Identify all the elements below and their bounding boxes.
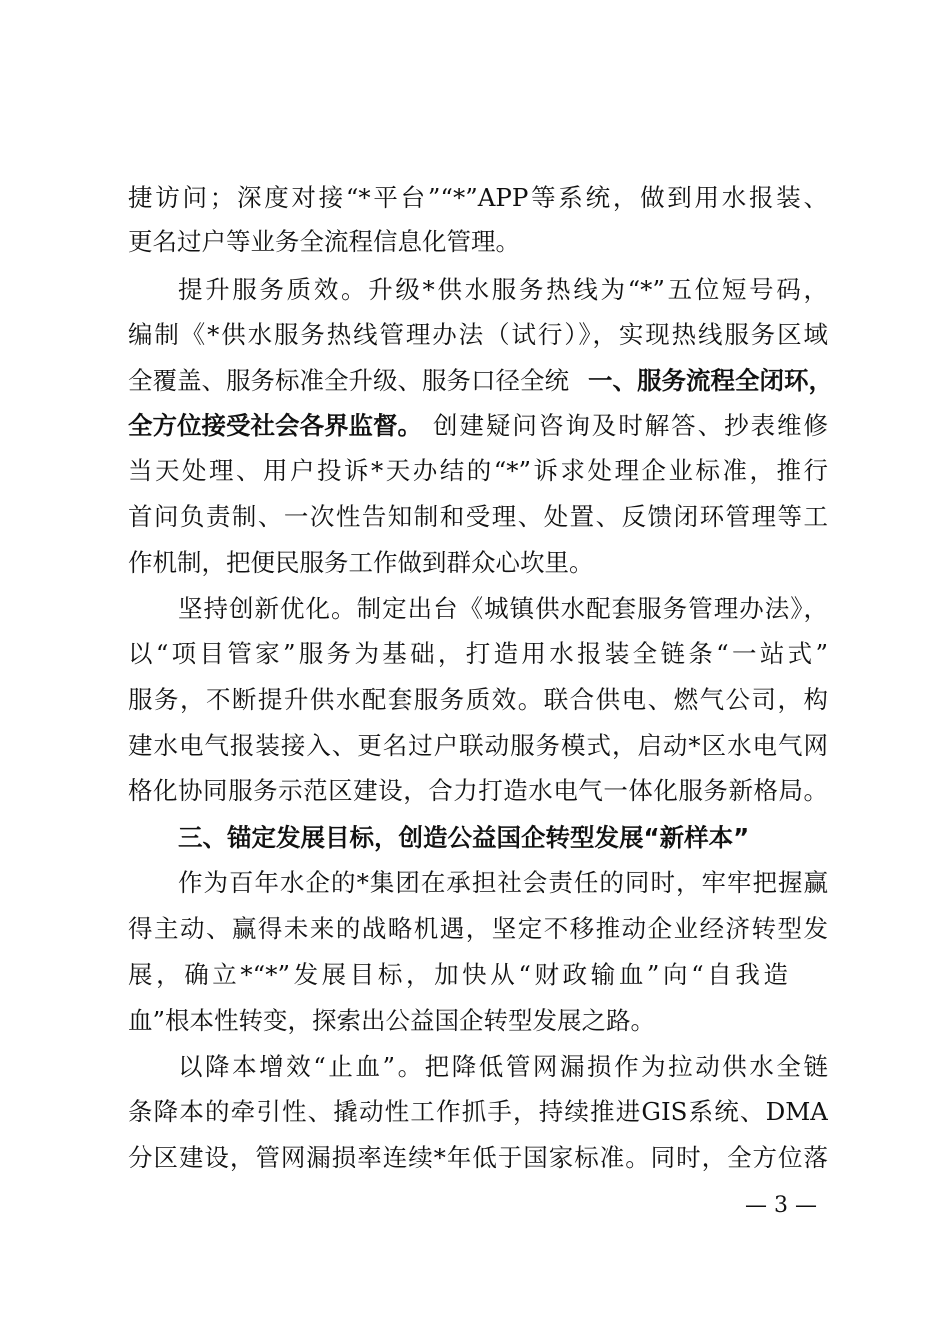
body-line: 创建疑问咨询及时解答、抄表维修 bbox=[433, 411, 828, 440]
page-number: — 3 — bbox=[745, 1193, 817, 1218]
body-line: 全覆盖、服务标准全升级、服务口径全统 bbox=[128, 366, 569, 395]
body-line: 条降本的牵引性、撬动性工作抓手，持续推进GIS系统、DMA bbox=[128, 1097, 828, 1126]
body-line: 展，确立*“*”发展目标，加快从“财政输血”向“自我造 bbox=[128, 960, 788, 989]
body-line: 建水电气报装接入、更名过户联动服务模式，启动*区水电气网 bbox=[128, 731, 828, 760]
body-line: 得主动、赢得未来的战略机遇，坚定不移推动企业经济转型发 bbox=[128, 914, 828, 943]
body-line: 血”根本性转变，探索出公益国企转型发展之路。 bbox=[128, 1006, 656, 1035]
body-line: 坚持创新优化。制定出台《城镇供水配套服务管理办法》， bbox=[178, 594, 828, 623]
bold-emphasis: 一、服务流程全闭环， bbox=[588, 366, 833, 395]
body-line: 更名过户等业务全流程信息化管理。 bbox=[128, 227, 520, 256]
body-line: 作机制，把便民服务工作做到群众心坎里。 bbox=[128, 548, 594, 577]
body-line: 服务，不断提升供水配套服务质效。联合供电、燃气公司，构 bbox=[128, 685, 828, 714]
body-line: 首问负责制、一次性告知制和受理、处置、反馈闭环管理等工 bbox=[128, 502, 828, 531]
section-heading: 三、锚定发展目标，创造公益国企转型发展“新样本” bbox=[178, 823, 750, 852]
bold-emphasis: 全方位接受社会各界监督。 bbox=[128, 411, 422, 440]
body-line: 分区建设，管网漏损率连续*年低于国家标准。同时，全方位落 bbox=[128, 1143, 828, 1172]
body-line: 作为百年水企的*集团在承担社会责任的同时，牢牢把握赢 bbox=[178, 868, 828, 897]
body-line: 编制《*供水服务热线管理办法（试行）》，实现热线服务区域 bbox=[128, 320, 828, 349]
body-line: 以降本增效“止血”。把降低管网漏损作为拉动供水全链 bbox=[178, 1052, 828, 1081]
body-line: 格化协同服务示范区建设，合力打造水电气一体化服务新格局。 bbox=[128, 776, 828, 805]
body-line: 捷访问；深度对接“*平台”“*”APP等系统，做到用水报装、 bbox=[128, 183, 828, 212]
body-line: 以“项目管家”服务为基础，打造用水报装全链条“一站式” bbox=[128, 639, 828, 668]
body-line: 当天处理、用户投诉*天办结的“*”诉求处理企业标准，推行 bbox=[128, 456, 828, 485]
body-line: 提升服务质效。升级*供水服务热线为“*”五位短号码， bbox=[178, 275, 828, 304]
